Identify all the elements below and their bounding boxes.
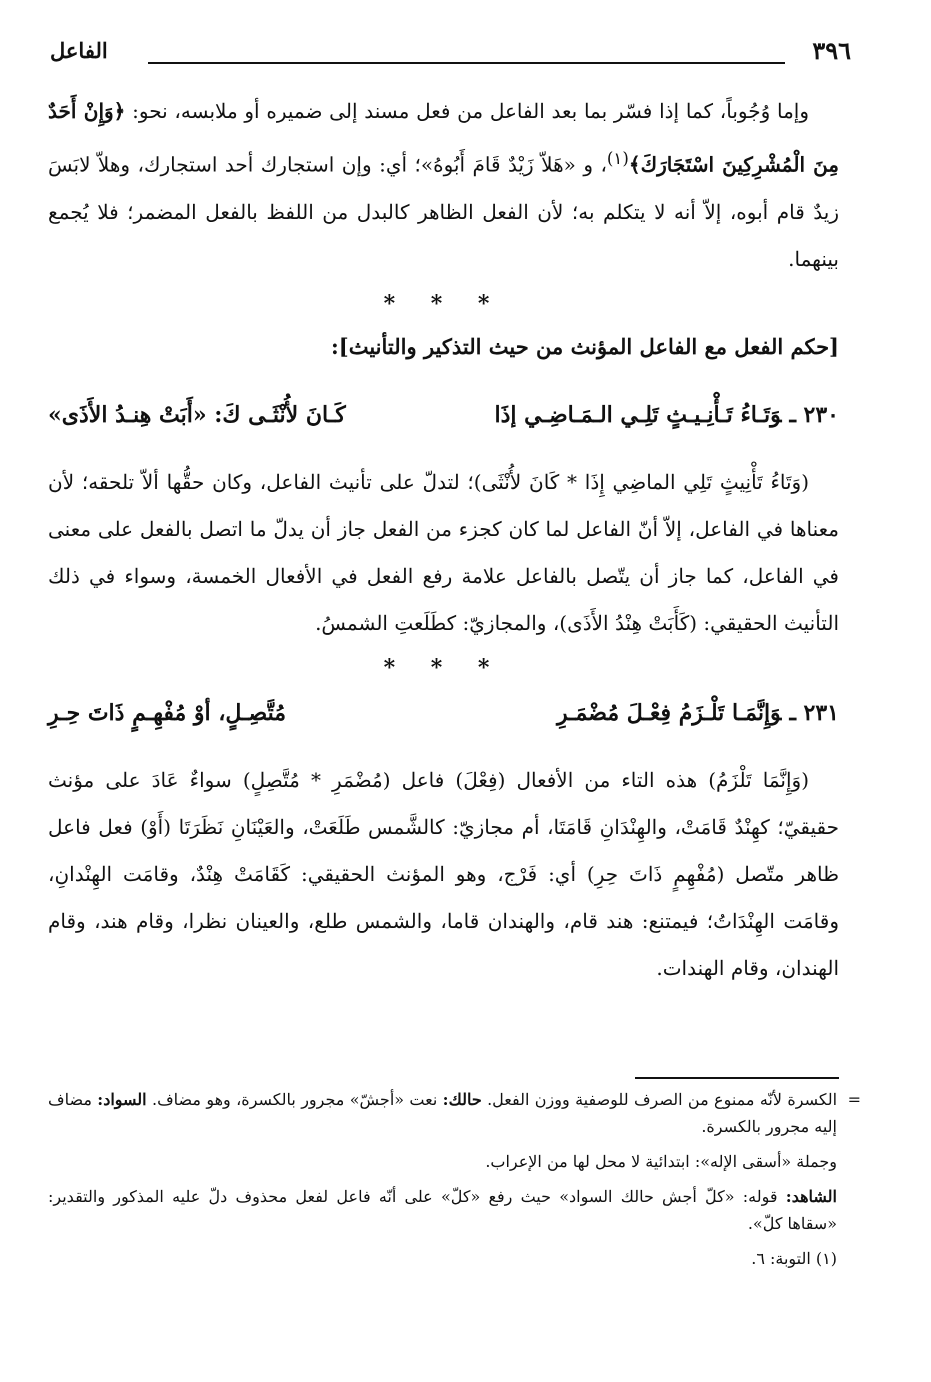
verse-231-second-hemistich: مُتَّصِـلٍ، أوْ مُفْهِـمٍ ذَاتَ حِـرِ bbox=[48, 699, 287, 726]
footnote-reference: (١) bbox=[606, 149, 629, 168]
paragraph-1-rest: ، و «هَلاّ زَيْدٌ قَامَ أَبُوهُ»؛ أي: وإن استجارك أحد استجارك، وهلاّ لابَسَ زيدٌ قام أبوه، إلاّ أنه لا يتكلم به؛ لأن الفعل الظاهر كالبدل من اللفظ بالفعل المضمر؛ فلا يُجمع بينهما. bbox=[48, 152, 839, 271]
paragraph-3: (وَإِنَّمَا تَلْزَمُ) هذه التاء من الأفعال (فِعْلَ) فاعل (مُضْمَرِ * مُتَّصِلٍ) سواءٌ عَادَ على مؤنث حقيقيّ؛ كهِنْدٌ قَامَتْ، والهِنْدَانِ قَامَتَا، أم مجازيّ: كالشَّمس طَلَعَتْ، والعَيْنَانِ نَظَرَتَا (أَوْ) فعل فاعل ظاهر متّصل (مُفْهِمٍ ذَاتَ حِرِ) أي: فَرْج، وهو المؤنث الحقيقي: كَقَامَتْ هِنْدٌ، وقامَت الهِنْدانِ، وقامَت الهِنْدَاتُ؛ فيمتنع: هند قام، والهندان قاما، والشمس طلع، والعينان نظرا، وقام هند، وقام الهندان، وقام الهندات. bbox=[48, 767, 839, 980]
section-heading: [حكم الفعل مع الفاعل المؤنث من حيث التذكير والتأنيث]: bbox=[331, 333, 839, 359]
page-header bbox=[50, 36, 851, 76]
verse-231 bbox=[48, 691, 839, 735]
running-head: الفاعل bbox=[50, 38, 108, 63]
paragraph-1 bbox=[48, 88, 839, 283]
footnote-1: (١) التوبة: ٦. bbox=[751, 1249, 837, 1268]
footnote-rule bbox=[635, 1077, 839, 1079]
section-separator-2: * * * bbox=[383, 654, 504, 681]
footnote-line: وجملة «أسقى الإله»: ابتدائية لا محل لها من الإعراب. bbox=[485, 1152, 837, 1171]
quran-quote: ﴿وَإِنْ أَحَدٌ مِنَ الْمُشْرِكِينَ اسْتَجَارَكَ﴾ bbox=[48, 99, 840, 177]
verse-231-number: ٢٣١ ـ bbox=[789, 699, 839, 726]
continuation-mark: = bbox=[847, 1090, 861, 1109]
verse-231-first-hemistich: ٢٣١ ـوَإِنَّمَـا تَلْـزَمُ فِعْـلَ مُضْمَـرِ bbox=[556, 699, 839, 726]
verse-230-second-hemistich: كَـانَ لأُنْثَـى كَ: «أَبَتْ هِنـدُ الأَذَى» bbox=[48, 401, 346, 428]
footnotes bbox=[48, 1086, 861, 1280]
paragraph-2: (وَتَاءُ تَأْنِيثٍ تَلِي الماضِي إِذَا * كَانَ لأُنْثَى)؛ لتدلّ على تأنيث الفاعل، وكان حقُّها ألاّ تلحقه؛ لأن معناها في الفاعل، إلاّ أنّ الفاعل لما كان كجزء من الفعل جاز أن يدلّ ما اتصل بالفعل على معنى في الفاعل، كما جاز أن يتّصل بالفاعل علامة رفع الفعل في الأفعال الخمسة، وسواء في ذلك التأنيث الحقيقي: (كَأَبَتْ هِنْدُ الأَذَى)، والمجازيّ: كطَلَعتِ الشمسُ. bbox=[48, 469, 839, 635]
header-rule bbox=[148, 62, 785, 64]
footnote-continuation: = الكسرة لأنّه ممنوع من الصرف للوصفية ووزن الفعل. حالك: نعت «أجشّ» مجرور بالكسرة، وهو مضاف. السواد: مضاف إليه مجرور بالكسرة. bbox=[48, 1086, 857, 1140]
section-separator: * * * bbox=[383, 290, 504, 317]
verse-230-number: ٢٣٠ ـ bbox=[789, 401, 839, 428]
footnote-shahid: الشاهد: قوله: «كلّ أجش حالك السواد» حيث رفع «كلّ» على أنّه فاعل لفعل محذوف دلّ عليه المذكور والتقدير: «سقاها كلّ». bbox=[48, 1187, 837, 1233]
page-number: ٣٩٦ bbox=[812, 36, 851, 65]
verse-230-first-hemistich: ٢٣٠ ـوَتَـاءُ تَـأْنِـيـثٍ تَلِـي الـمَـاضِـي إذَا bbox=[494, 401, 839, 428]
paragraph-1-text: وإما وُجُوباً، كما إذا فسّر بما بعد الفاعل من فعل مسند إلى ضميره أو ملابسه، نحو: bbox=[132, 99, 810, 123]
main-text bbox=[48, 88, 839, 998]
verse-230 bbox=[48, 393, 839, 437]
